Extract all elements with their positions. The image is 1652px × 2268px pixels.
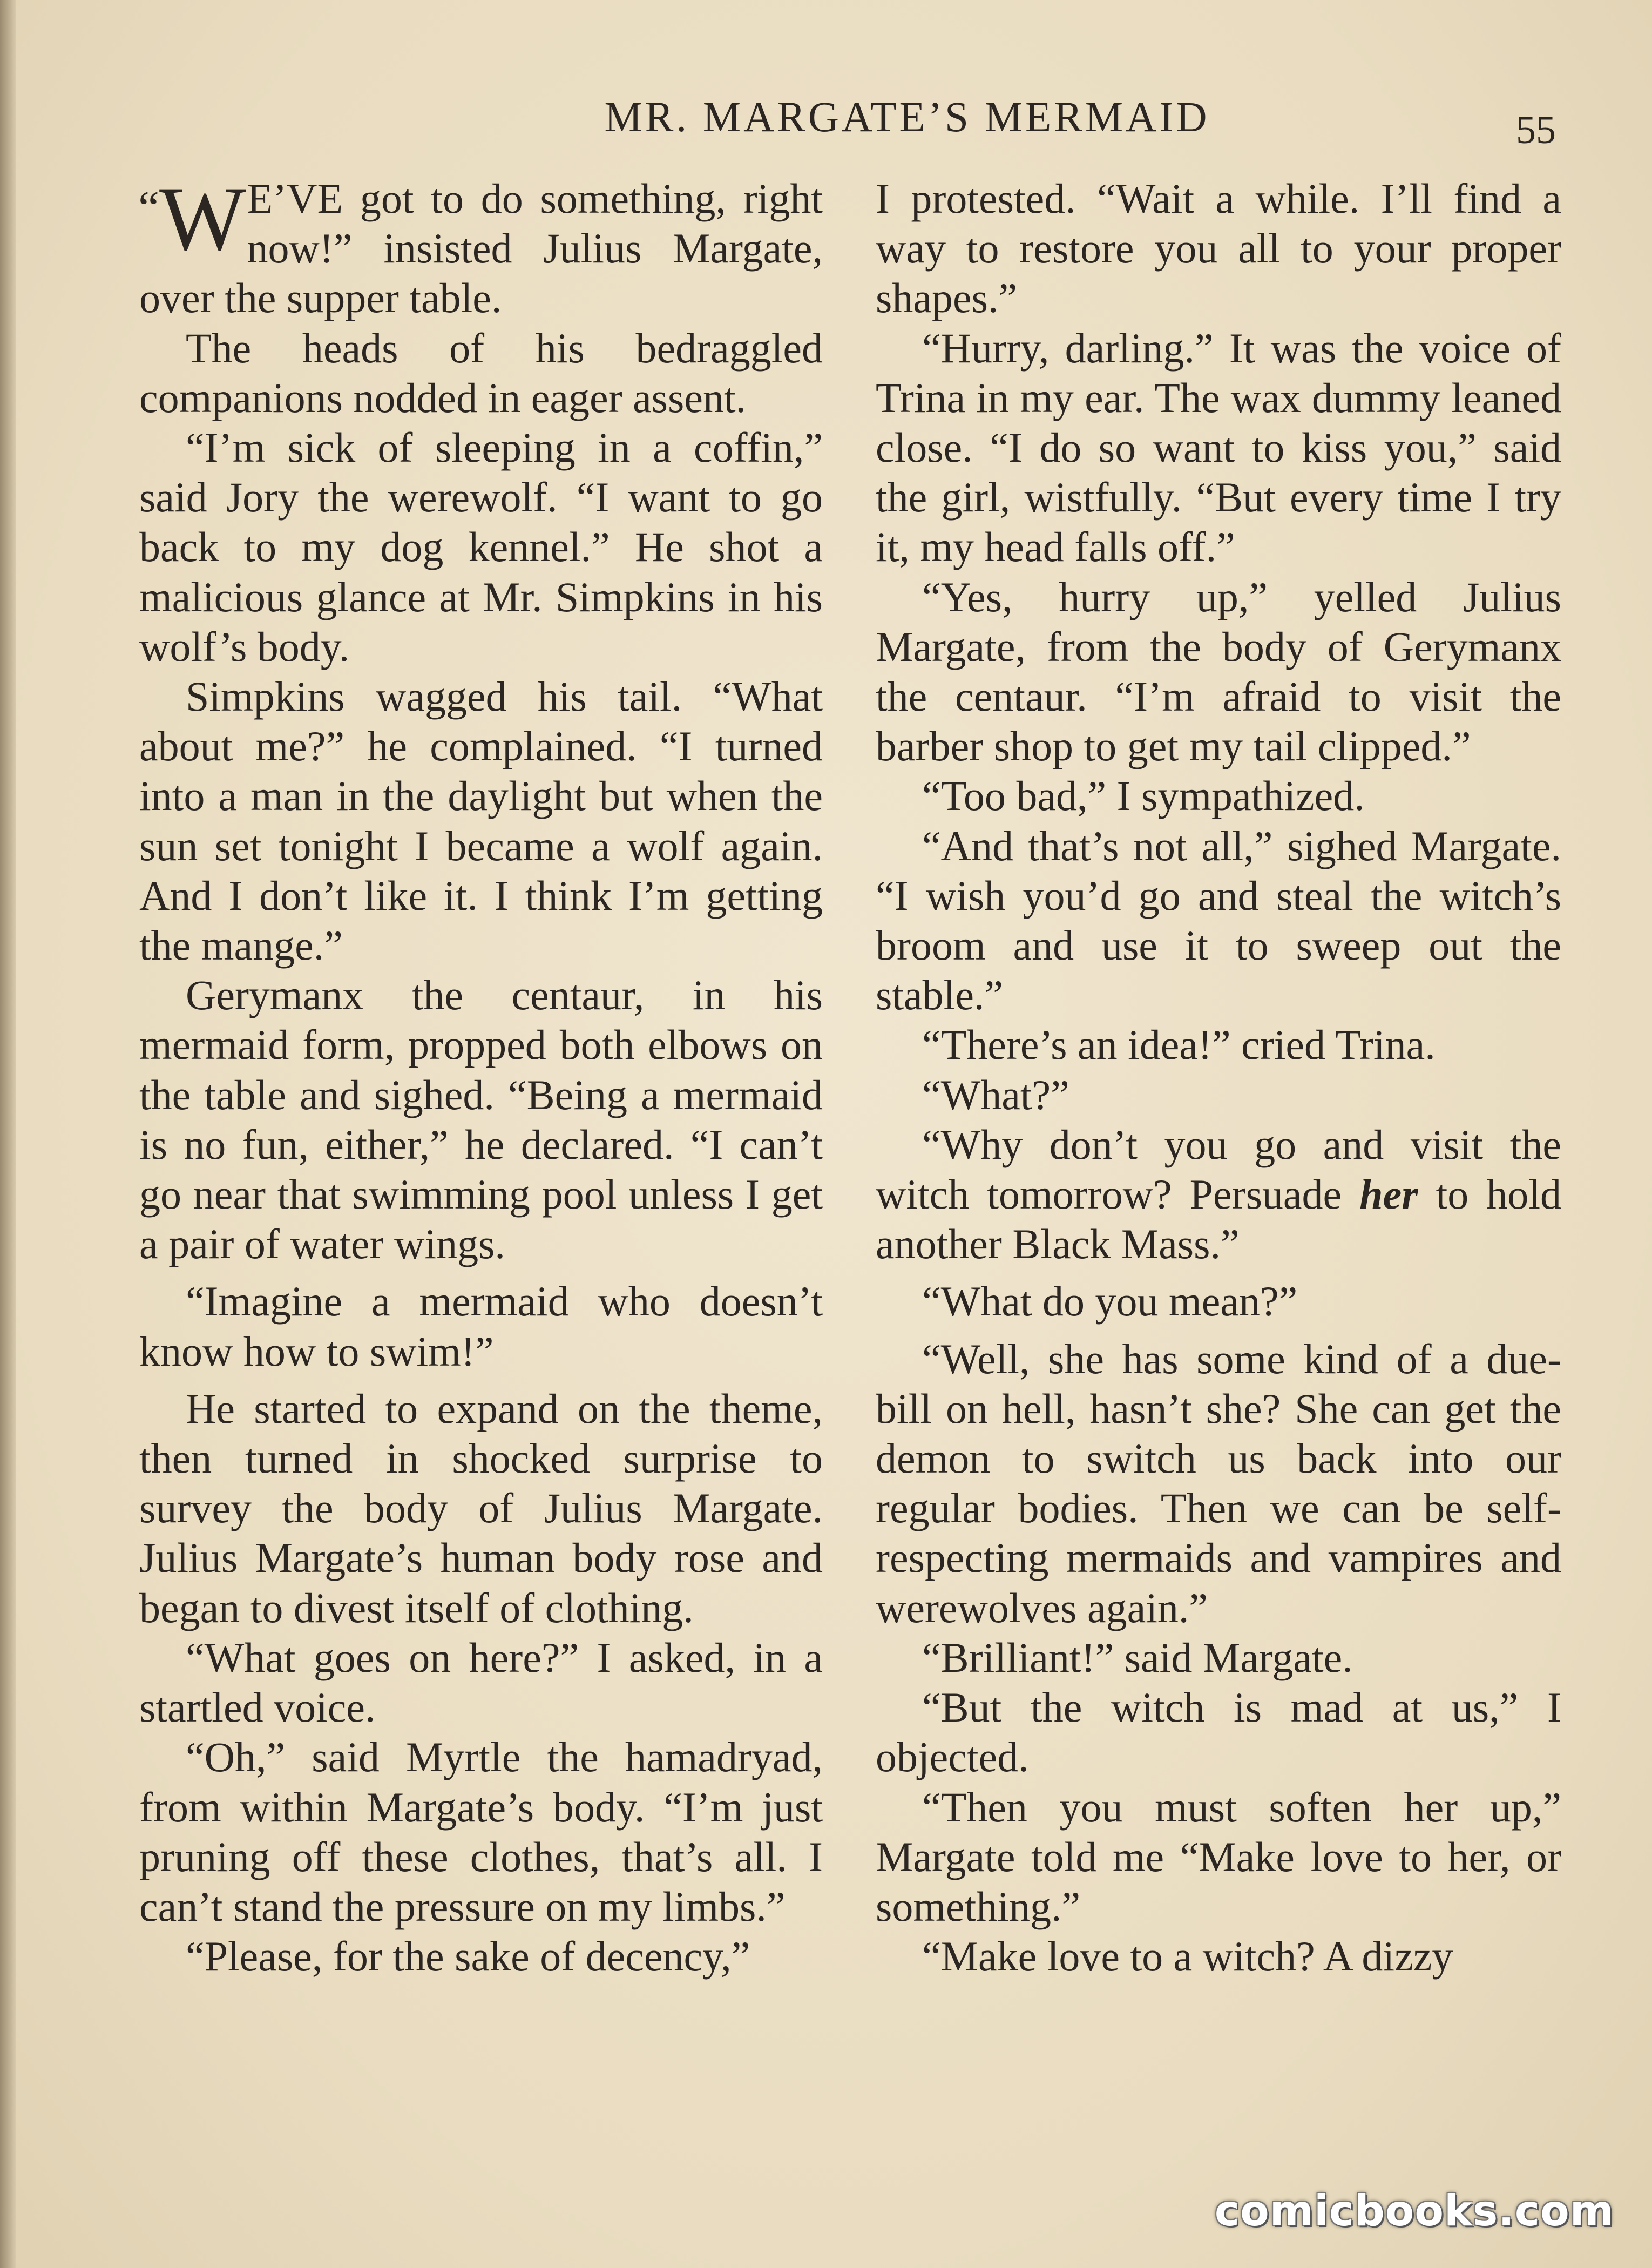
paragraph: Gerymanx the centaur, in his mermaid form, propped both elbows on the table and sighed. “Being a mermaid is no fun, either,” he declared. “I can’t go near that swimming pool unless I get a pair of water wings.: [139, 971, 823, 1268]
paragraph: “Well, she has some kind of a due-bill on hell, hasn’t she? She can get the demon to switch us back into our regular bodies. Then we can be self-respecting mermaids and vampires and werewolves again.”: [876, 1335, 1561, 1631]
paragraph: He started to expand on the theme, then turned in shocked surprise to survey the body of Julius Margate. Julius Margate’s human body rose and began to divest itself of clothing.: [139, 1385, 823, 1631]
paragraph: “And that’s not all,” sighed Margate. “I wish you’d go and steal the witch’s broom and use it to sweep out the stable.”: [876, 822, 1561, 1019]
paragraph: “Imagine a mermaid who doesn’t know how to swim!”: [139, 1278, 823, 1375]
paragraph: “What?”: [922, 1071, 1069, 1118]
paragraph: “Yes, hurry up,” yelled Julius Margate, from the body of Gerymanx the centaur. “I’m afraid to visit the barber shop to get my tail clipped.”: [876, 573, 1561, 770]
paragraph: “What do you mean?”: [922, 1278, 1298, 1325]
binding-edge: [0, 0, 16, 2268]
paragraph: “Make love to a witch? A dizzy: [922, 1933, 1453, 1980]
site-watermark: comicbooks.com: [1214, 2187, 1614, 2236]
paragraph-text: E’VE got to do something, right now!” insisted Julius Margate, over the supper table.: [139, 175, 823, 322]
paragraph: “Please, for the sake of decency,”: [186, 1933, 750, 1980]
left-column: [138, 168, 823, 1981]
right-column: [876, 174, 1561, 1981]
paragraph-text: “Why don’t you go and visit the witch tomorrow? Persuade: [876, 1120, 1561, 1218]
drop-cap-letter: W: [159, 168, 246, 269]
emphasis: her: [1359, 1171, 1418, 1218]
paragraph: I protested. “Wait a while. I’ll find a way to restore you all to your proper shapes.”: [876, 175, 1561, 322]
paragraph: “What goes on here?” I asked, in a startled voice.: [139, 1634, 823, 1731]
running-title: MR. MARGATE’S MERMAID: [604, 94, 1210, 141]
paragraph: “Oh,” said Myrtle the hamadryad, from within Margate’s body. “I’m just pruning off these clothes, that’s all. I can’t stand the pressure on my limbs.”: [139, 1733, 823, 1930]
drop-cap: [138, 168, 246, 269]
paragraph: [876, 1120, 1561, 1270]
paragraph: Simpkins wagged his tail. “What about me?” he complained. “I turned into a man in the daylight but when the sun set tonight I became a wolf again. And I don’t like it. I think I’m getting the mange.”: [139, 673, 823, 969]
paragraph: “There’s an idea!” cried Trina.: [922, 1021, 1436, 1069]
paragraph: “Brilliant!” said Margate.: [922, 1634, 1353, 1681]
paragraph: “Too bad,” I sympathized.: [922, 772, 1365, 820]
paragraph: “I’m sick of sleeping in a coffin,” said Jory the werewolf. “I want to go back to my dog kennel.” He shot a malicious glance at Mr. Simpkins in his wolf’s body.: [139, 424, 823, 670]
paragraph: “But the witch is mad at us,” I objected.: [876, 1684, 1561, 1781]
paragraph: “Hurry, darling.” It was the voice of Trina in my ear. The wax dummy leaned close. “I do so want to kiss you,” said the girl, wistfully. “But every time I try it, my head falls off.”: [876, 324, 1561, 571]
page-number: 55: [1516, 108, 1556, 152]
paragraph: The heads of his bedraggled companions nodded in eager assent.: [139, 324, 823, 421]
paragraph: [138, 168, 823, 323]
paragraph: “Then you must soften her up,” Margate told me “Make love to her, or something.”: [876, 1783, 1561, 1930]
drop-cap-quote: “: [138, 182, 160, 234]
paragraph-text: to hold another Black Mass.”: [876, 1171, 1561, 1268]
